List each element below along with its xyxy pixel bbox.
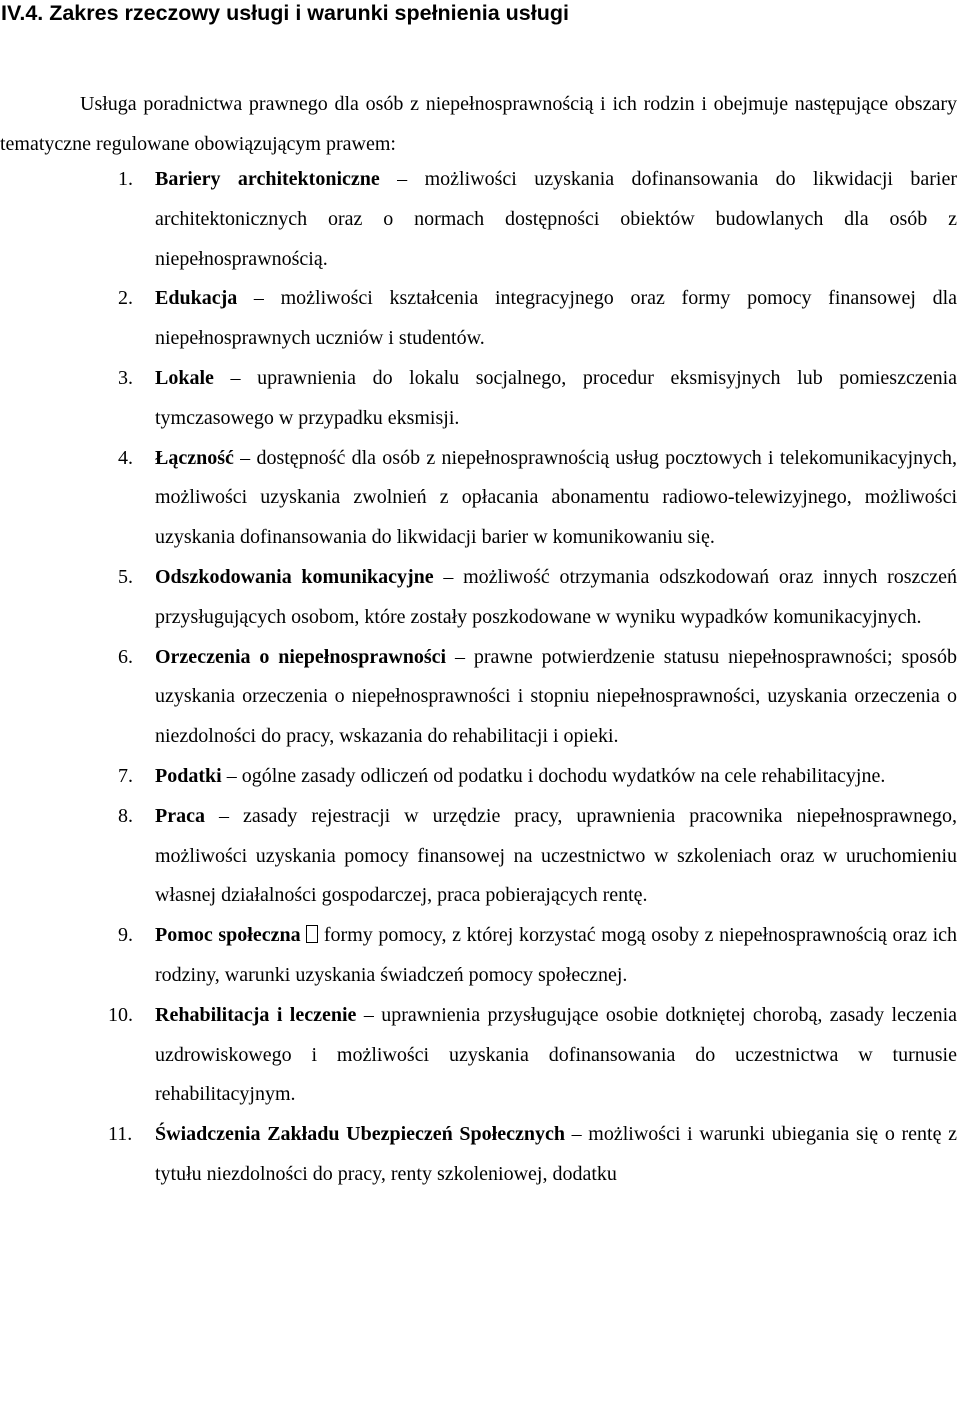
item-separator: – [253,287,264,310]
item-separator: – [240,446,251,469]
item-term: Podatki [155,764,222,787]
list-item [0,638,957,757]
item-number: 2. [118,287,133,310]
item-number: 8. [118,804,133,827]
item-text: uprawnienia do lokalu socjalnego, procedur eksmisyjnych lub pomieszczenia tymczasowego w przypadku eksmisji. [155,366,958,429]
list-item [0,160,957,279]
item-text: zasady rejestracji w urzędzie pracy, uprawnienia pracownika niepełnosprawnego, możliwości uzyskania pomocy finansowej na uczestnictwo w szkoleniach oraz w uruchomieniu własnej działalności gospodarczej, praca pobierających rentę. [155,804,958,907]
item-text: uprawnienia przysługujące osobie dotkniętej chorobą, zasady leczenia uzdrowiskowego i możliwości uzyskania dofinansowania do uczestnictwa w turnusie rehabilitacyjnym. [155,1003,958,1106]
list-item [0,1115,957,1195]
item-separator: – [454,645,465,668]
item-text: prawne potwierdzenie statusu niepełnosprawności; sposób uzyskania orzeczenia o niepełnosprawności i stopniu niepełnosprawności, uzyskania orzeczenia o niezdolności do pracy, wskazania do rehabilitacji i opieki. [155,645,958,748]
list-item [0,558,957,638]
item-term: Rehabilitacja i leczenie [155,1003,357,1026]
item-text: możliwości uzyskania dofinansowania do likwidacji barier architektonicznych oraz o normach dostępności obiektów budowlanych dla osób z niepełnosprawnością. [155,168,958,270]
missing-glyph-box [306,925,318,943]
item-term: Edukacja [155,287,238,310]
item-number: 6. [118,645,133,668]
list-item [0,757,957,797]
list-item [0,439,957,558]
item-term: Świadczenia Zakładu Ubezpieczeń Społecznych [155,1123,565,1146]
list-item [0,279,957,359]
item-separator: – [443,565,454,588]
item-separator: – [571,1123,582,1146]
item-separator: – [226,764,237,787]
list-item [0,996,957,1115]
item-term: Orzeczenia o niepełnosprawności [155,645,447,668]
item-text: formy pomocy, z której korzystać mogą osoby z niepełnosprawnością oraz ich rodziny, warunki uzyskania świadczeń pomocy społecznej. [155,924,958,986]
topic-list [0,160,957,1195]
item-number: 11. [108,1123,133,1146]
list-item [0,797,957,916]
item-separator: – [363,1003,374,1026]
item-term: Praca [155,804,205,827]
item-number: 1. [118,168,133,190]
item-text: możliwości kształcenia integracyjnego oraz formy pomocy finansowej dla niepełnosprawnych uczniów i studentów. [155,287,958,350]
item-separator: – [230,366,241,389]
intro-paragraph: Usługa poradnictwa prawnego dla osób z niepełnosprawnością i ich rodzin i obejmuje następujące obszary tematyczne regulowane obowiązującym prawem: [0,93,957,155]
item-number: 9. [118,924,133,947]
item-term: Odszkodowania komunikacyjne [155,565,434,588]
item-number: 10. [108,1003,133,1026]
item-text: dostępność dla osób z niepełnosprawnością usług pocztowych i telekomunikacyjnych, możliwości uzyskania zwolnień z opłacania abonamentu radiowo-telewizyjnego, możliwości uzyskania dofinansowania do likwidacji barier w komunikowaniu się. [155,446,958,549]
item-term: Lokale [155,366,214,389]
section-heading: IV.4. Zakres rzeczowy usługi i warunki spełnienia usługi [1,1,569,25]
item-term: Bariery architektoniczne [155,168,380,190]
list-item [0,916,957,996]
item-separator: – [218,804,229,827]
item-number: 3. [118,366,133,389]
item-term: Pomoc społeczna [155,924,301,947]
item-term: Łączność [155,446,234,469]
item-number: 7. [118,764,133,787]
item-text: możliwość otrzymania odszkodowań oraz innych roszczeń przysługujących osobom, które zostały poszkodowane w wyniku wypadków komunikacyjnych. [155,565,958,628]
item-separator: – [397,168,408,190]
item-text: możliwości i warunki ubiegania się o rentę z tytułu niezdolności do pracy, renty szkoleniowej, dodatku [155,1123,957,1185]
list-item [0,359,957,439]
item-text: ogólne zasady odliczeń od podatku i dochodu wydatków na cele rehabilitacyjne. [241,764,886,787]
item-number: 4. [118,446,133,469]
item-number: 5. [118,565,133,588]
